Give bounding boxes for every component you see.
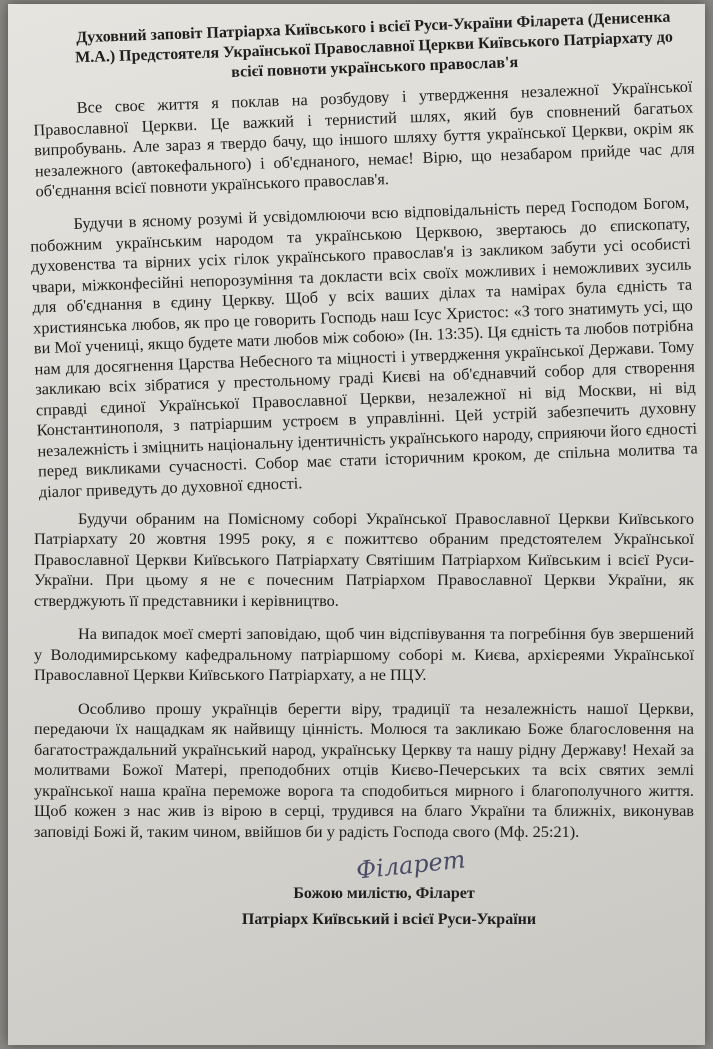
handwritten-signature: Філарет <box>354 845 467 885</box>
document-title: Духовний заповіт Патріарха Київського і всієї Руси-України Філарета (Денисенка М.А.) Предстоятеля Української Православної Церкви Київського Патріархату до всієї повноти українського православ'я <box>74 8 674 81</box>
paragraph-4: На випадок моєї смерті заповідаю, щоб чин відспівування та погребіння був звершений у Володимирському кафедральному патріаршому соборі м. Києва, архієреями Української Православної Церкви Київського Патріархату, а не ПЦУ. <box>34 624 694 684</box>
document-body <box>29 8 699 947</box>
paragraph-2: Будучи в ясному розумі й усвідомлюючи всю відповідальність перед Господом Богом, побожним українським народом та українською Церквою, звертаюсь до єпископату, духовенства та вірних усіх гілок українського православ'я із закликом забути усі особисті чвари, міжконфесійні непорозуміння та докласти всіх своїх можливих і неможливих зусиль для об'єднання в єдину Церкву. Щоб у всіх ваших ділах та намірах була єдність та християнська любов, як про це говорить Господь наш Ісус Христос: «З того знатимуть усі, що ви Мої учениці, якщо будете мати любов між собою» (Ін. 13:35). Ця єдність та любов потрібна нам для досягнення Царства Небесного та міцності і утвердження української Держави. Тому закликаю всіх зібратися у престольному граді Києві на об'єднавчий собор для створення справді єдиної Української Православної Церкви, незалежної ні від Москви, ні від Константинополя, з патріаршим устроєм в управлінні. Цей устрій забезпечить духовну незалежність і зміцнить національну ідентичність українського народу, сприяючи його єдності перед викликами сучасності. Собор має стати історичним кроком, де спільна молитва та діалог приведуть до духовної єдності. <box>29 192 699 501</box>
signature-block <box>34 845 694 947</box>
document-sheet <box>8 4 705 1045</box>
signoff-name: Божою милістю, Філарет <box>293 885 475 902</box>
paragraph-5: Особливо прошу українців берегти віру, традиції та незалежність нашої Церкви, передаючи їх нащадкам як найвищу цінність. Молюся та закликаю Боже благословення на багатостраждальний український народ, українську Церкву та нашу рідну Державу! Нехай за молитвами Божої Матері, преподобних отців Києво-Печерських та всіх святих землі української наша країна переможе ворога та сподобиться мирного і благополучного життя. Щоб кожен з нас жив із вірою в серці, трудився на благо України та ближніх, виконував заповіді Божі й, таким чином, ввійшов би у радість Господа свого (Мф. 25:21). <box>34 698 694 841</box>
paragraph-1: Все своє життя я поклав на розбудову і утвердження незалежної Української Православної Церкви. Це важкий і тернистий шлях, який був сповнений багатьох випробувань. Але зараз я твердо бачу, що іншого шляху буття української Церкви, окрім як незалежного (автокефального) і об'єднаного, немає! Вірю, що незабаром прийде час для об'єднання всієї повноти українського православ'я. <box>33 76 695 201</box>
signoff-title: Патріарх Київський і всієї Руси-України <box>241 911 537 928</box>
paragraph-3: Будучи обраним на Помісному соборі Української Православної Церкви Київського Патріархату 20 жовтня 1995 року, я є пожиттєво обраним предстоятелем Української Православної Церкви Київського Патріархату Святішим Патріархом Київським і всієї Руси-України. При цьому я не є почесним Патріархом Православної Церкви України, як стверджують її представники і керівництво. <box>34 508 694 610</box>
